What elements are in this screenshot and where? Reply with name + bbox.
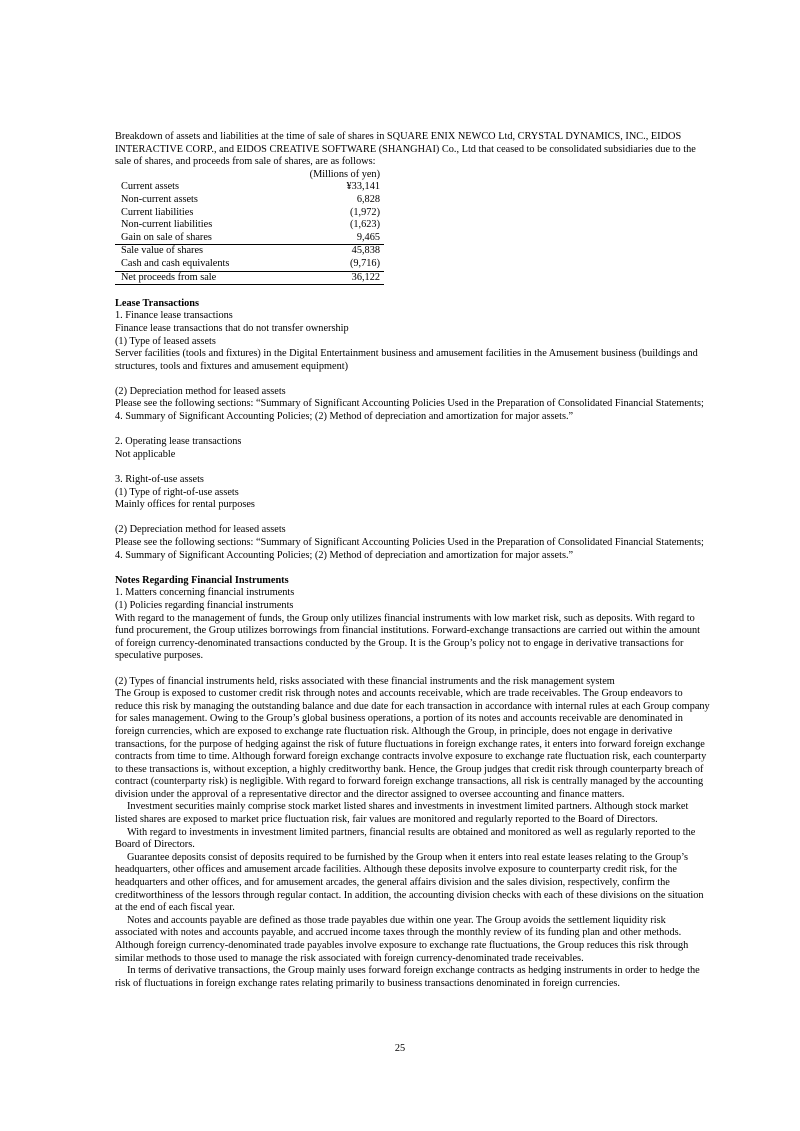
paragraph: In terms of derivative transactions, the Group mainly uses forward foreign exchange contracts as hedging instruments in order to hedge the risk of fluctuations in foreign exchange rates relating primarily to business transactions denominated in foreign currencies. (115, 965, 700, 989)
paragraph: With regard to investments in investment limited partners, financial results are obtained and monitored as well as regularly reported to the Board of Directors. (115, 826, 696, 851)
subheading: (2) Depreciation method for leased assets (115, 385, 286, 397)
text-line: Finance lease transactions that do not transfer ownership (115, 322, 349, 334)
paragraph: Server facilities (tools and fixtures) in the Digital Entertainment business and amusement facilities in the Amusement business (buildings and structures, tools and fixtures and amusement equipment) (115, 348, 698, 372)
subheading: 2. Operating lease transactions (115, 436, 242, 448)
table-row: Cash and cash equivalents (9,716) (115, 258, 384, 271)
table-row: Gain on sale of shares 9,465 (115, 232, 384, 245)
paragraph: Please see the following sections: “Summary of Significant Accounting Policies Used in the Preparation of Consolidated Financial Statements; 4. Summary of Significant Accounting Policies; (2) Method of depreciation and amortization for major assets.” (115, 537, 704, 561)
subheading: (1) Type of right-of-use assets (115, 486, 239, 498)
table-unit: (Millions of yen) (309, 168, 380, 180)
financial-instruments-section (115, 575, 710, 991)
table-total-row: Net proceeds from sale 36,122 (115, 271, 384, 285)
intro-paragraph: Breakdown of assets and liabilities at the time of sale of shares in SQUARE ENIX NEWCO Ltd, CRYSTAL DYNAMICS, INC., EIDOS INTERACTIVE CORP., and EIDOS CREATIVE SOFTWARE (SHANGHAI) Co., Ltd that ceased to be consolidated subsidiaries due to the sale of shares, and proceeds from sale of shares, are as follows: (115, 131, 696, 168)
subheading: (1) Policies regarding financial instruments (115, 599, 294, 611)
subheading: (2) Depreciation method for leased assets (115, 524, 286, 536)
subheading: 1. Matters concerning financial instruments (115, 587, 295, 599)
text-line: Mainly offices for rental purposes (115, 499, 255, 511)
table-row: Current liabilities (1,972) (121, 206, 380, 218)
subheading: (2) Types of financial instruments held, risks associated with these financial instruments and the risk management system (115, 675, 615, 687)
table-unit-row (115, 169, 384, 182)
paragraph: Please see the following sections: “Summary of Significant Accounting Policies Used in the Preparation of Consolidated Financial Statements; 4. Summary of Significant Accounting Policies; (2) Method of depreciation and amortization for major assets.” (115, 398, 704, 423)
lease-transactions-section (115, 298, 710, 562)
document-body (115, 131, 710, 990)
text-line: Not applicable (115, 448, 176, 460)
paragraph: With regard to the management of funds, the Group only utilizes financial instruments with low market risk, such as deposits. With regard to fund procurement, the Group utilizes borrowings from financial institutions. Forward-exchange transactions are carried out within the amount of foreign currency-denominated transactions conducted by the Group. It is the Group’s policy not to engage in derivative transactions for speculative purposes. (115, 612, 701, 662)
table-row: Non-current liabilities (1,623) (121, 219, 380, 231)
page-number: 25 (394, 1043, 406, 1054)
section-heading: Lease Transactions (115, 297, 199, 309)
sale-breakdown-table (115, 169, 384, 285)
paragraph: Investment securities mainly comprise stock market listed shares and investments in investment limited partners. Although stock market listed shares are exposed to market price fluctuation risk, fair values are monitored and regularly reported to the Board of Directors. (115, 801, 689, 826)
paragraph: Notes and accounts payable are defined as those trade payables due within one year. The Group avoids the settlement liquidity risk associated with notes and accounts payable, and accrued income taxes through the monthly review of its funding plan and other methods. Although foreign currency-denominated trade payables involve exposure to exchange rate fluctuations, the Group reduces this risk through similar methods to those used to manage the risk associated with foreign currency-denominated trade receivables. (115, 914, 689, 964)
table-row: Sale value of shares 45,838 (121, 245, 380, 257)
subheading: 1. Finance lease transactions (115, 310, 233, 322)
section-heading: Notes Regarding Financial Instruments (115, 574, 289, 586)
subheading: (1) Type of leased assets (115, 335, 216, 347)
table-row: Current assets ¥33,141 (121, 181, 380, 193)
subheading: 3. Right-of-use assets (115, 474, 204, 486)
paragraph: The Group is exposed to customer credit risk through notes and accounts receivable, which are trade receivables. The Group endeavors to reduce this risk by managing the outstanding balance and due date for each transaction in accordance with internal rules at each Group company for sales management. Owing to the Group’s global business operations, a portion of its notes and accounts receivable are denominated in foreign currencies, which are exposed to exchange rate fluctuation risk. Although the Group, in principle, does not engage in derivative transactions, for the purpose of hedging against the risk of future fluctuations in foreign exchange rates, it enters into forward foreign exchange contracts from time to time. Although forward foreign exchange contracts involve exposure to exchange rate fluctuation risk, each counterparty to these transactions is, without exception, a highly creditworthy bank. Hence, the Group judges that credit risk through counterparty breach of contract (counterparty risk) is negligible. With regard to forward foreign exchange transactions, all risk is centrally managed by the accounting division under the approval of a representative director and the director assigned to oversee accounting and finance matters. (115, 688, 710, 800)
paragraph: Guarantee deposits consist of deposits required to be furnished by the Group when it enters into real estate leases relating to the Group’s headquarters, other offices and amusement arcade facilities. Although these deposits involve exposure to counterparty credit risk, for the headquarters and other offices, and for amusement arcades, the general affairs division and the sales division, respectively, confirm the creditworthiness of the lessors through regular contact. In addition, the accounting division checks with each of these divisions on the situation at the end of each fiscal year. (115, 851, 704, 914)
table-row: Non-current assets 6,828 (121, 193, 380, 205)
